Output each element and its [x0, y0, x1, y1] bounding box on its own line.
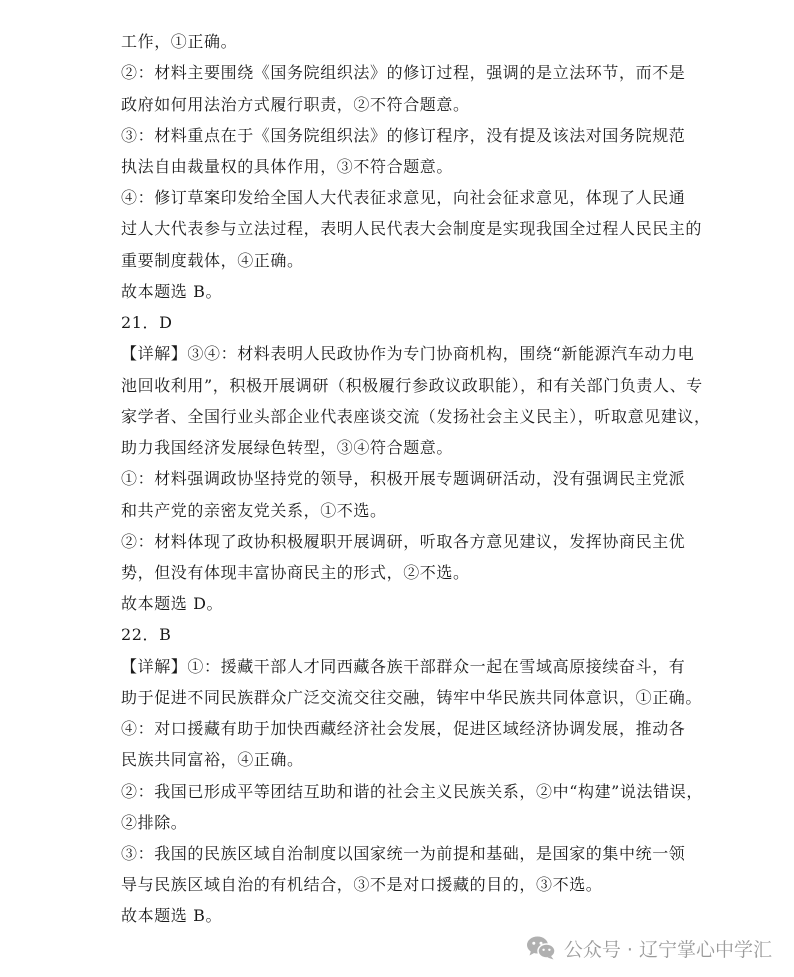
text-line: 故本题选 D。 [121, 594, 224, 613]
question-number: 21．D [121, 313, 173, 332]
watermark [526, 933, 772, 963]
text-line: ②：材料体现了政协积极履职开展调研，听取各方意见建议，发挥协商民主优 [121, 532, 686, 551]
text-line: 政府如何用法治方式履行职责，②不符合题意。 [121, 95, 470, 114]
text-line: 故本题选 B。 [121, 282, 223, 301]
text-line: 过人大代表参与立法过程，表明人民代表大会制度是实现我国全过程人民民主的 [121, 219, 703, 238]
text-line: 故本题选 B。 [121, 906, 223, 925]
text-line: 民族共同富裕，④正确。 [121, 750, 304, 769]
text-line: ②：材料主要围绕《国务院组织法》的修订过程，强调的是立法环节，而不是 [121, 63, 686, 82]
question-number: 22．B [121, 625, 172, 644]
text-line: ①：材料强调政协坚持党的领导，积极开展专题调研活动，没有强调民主党派 [121, 469, 686, 488]
text-line: 【详解】①：援藏干部人才同西藏各族干部群众一起在雪域高原接续奋斗，有 [121, 657, 686, 676]
text-line: ④：对口援藏有助于加快西藏经济社会发展，促进区域经济协调发展，推动各 [121, 719, 686, 738]
text-line: 池回收利用”，积极开展调研（积极履行参政议政职能），和有关部门负责人、专 [121, 376, 703, 395]
text-line: 【详解】③④：材料表明人民政协作为专门协商机构，围绕“新能源汽车动力电 [121, 344, 695, 363]
watermark-text: 公众号 · 辽宁掌心中学汇 [563, 938, 772, 961]
text-line: ③：材料重点在于《国务院组织法》的修订程序，没有提及该法对国务院规范 [121, 126, 686, 145]
text-line: 势，但没有体现丰富协商民主的形式，②不选。 [121, 563, 470, 582]
text-line: 执法自由裁量权的具体作用，③不符合题意。 [121, 157, 454, 176]
text-line: 和共产党的亲密友党关系，①不选。 [121, 501, 387, 520]
text-line: 家学者、全国行业头部企业代表座谈交流（发扬社会主义民主），听取意见建议， [121, 407, 711, 426]
text-line: ②排除。 [121, 813, 188, 832]
text-line: ④：修订草案印发给全国人大代表征求意见，向社会征求意见，体现了人民通 [121, 188, 686, 207]
wechat-icon [526, 935, 556, 961]
text-line: 工作，①正确。 [121, 32, 238, 51]
text-line: ②：我国已形成平等团结互助和谐的社会主义民族关系，②中“构建”说法错误， [121, 782, 703, 801]
text-line: 导与民族区域自治的有机结合，③不是对口援藏的目的，③不选。 [121, 875, 603, 894]
text-line: 重要制度载体，④正确。 [121, 251, 304, 270]
text-line: 助力我国经济发展绿色转型，③④符合题意。 [121, 438, 454, 457]
text-line: ③：我国的民族区域自治制度以国家统一为前提和基础，是国家的集中统一领 [121, 844, 686, 863]
text-line: 助于促进不同民族群众广泛交流交往交融，铸牢中华民族共同体意识，①正确。 [121, 688, 703, 707]
